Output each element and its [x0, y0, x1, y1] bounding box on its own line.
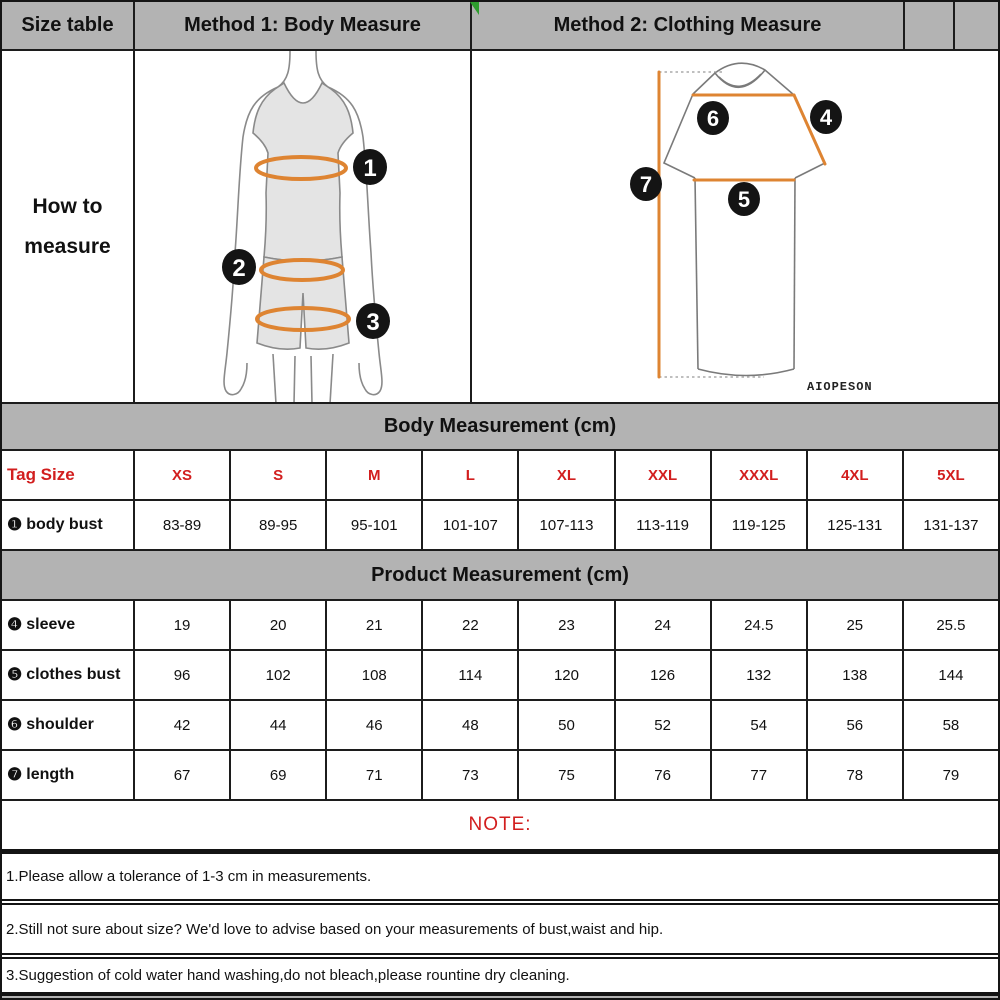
length-xl: 75	[517, 751, 613, 799]
sleeve-xs: 19	[133, 601, 229, 649]
circled-7-icon: ❼	[7, 765, 23, 784]
top-header-row	[2, 2, 998, 49]
shoulder-5xl: 58	[902, 701, 998, 749]
body-figure-icon	[135, 51, 470, 402]
body-bust-xl: 107-113	[517, 501, 613, 549]
size-col-l: L	[421, 451, 517, 499]
sleeve-4xl: 25	[806, 601, 902, 649]
shoulder-xxl: 52	[614, 701, 710, 749]
size-col-xs: XS	[133, 451, 229, 499]
body-bust-s: 89-95	[229, 501, 325, 549]
tag-size-row	[2, 449, 998, 499]
size-col-4xl: 4XL	[806, 451, 902, 499]
clothes-bust-xxxl: 132	[710, 651, 806, 699]
marker-1-label: 1	[363, 155, 377, 182]
clothes-bust-xl: 120	[517, 651, 613, 699]
circled-4-icon: ❹	[7, 615, 23, 634]
tag-size-header: Tag Size	[7, 465, 75, 484]
tank-top-shape	[253, 83, 353, 261]
body-bust-m: 95-101	[325, 501, 421, 549]
length-row	[2, 749, 998, 799]
body-measurement-title: Body Measurement (cm)	[2, 402, 998, 449]
sleeve-m: 21	[325, 601, 421, 649]
marker-6-label: 6	[706, 106, 720, 131]
length-m: 71	[325, 751, 421, 799]
length-label: ❼ length	[7, 765, 75, 784]
sleeve-s: 20	[229, 601, 325, 649]
circled-5-icon: ❺	[7, 665, 23, 684]
body-bust-5xl: 131-137	[902, 501, 998, 549]
length-s: 69	[229, 751, 325, 799]
size-col-5xl: 5XL	[902, 451, 998, 499]
header-empty-cell-1	[903, 2, 953, 49]
circled-6-icon: ❻	[7, 715, 23, 734]
tshirt-figure-icon	[472, 51, 1000, 402]
length-xs: 67	[133, 751, 229, 799]
note-item-2: 2.Still not sure about size? We'd love to advise based on your measurements of bust,waist and hip.	[2, 903, 998, 955]
clothes-bust-5xl: 144	[902, 651, 998, 699]
size-col-m: M	[325, 451, 421, 499]
clothes-bust-s: 102	[229, 651, 325, 699]
sleeve-xl: 23	[517, 601, 613, 649]
method2-title: Method 2: Clothing Measure	[470, 2, 903, 49]
sleeve-row	[2, 599, 998, 649]
body-bust-row	[2, 499, 998, 549]
diagram-row	[2, 49, 998, 402]
clothes-bust-m: 108	[325, 651, 421, 699]
size-col-xl: XL	[517, 451, 613, 499]
sleeve-5xl: 25.5	[902, 601, 998, 649]
size-col-s: S	[229, 451, 325, 499]
clothes-bust-xs: 96	[133, 651, 229, 699]
method1-title: Method 1: Body Measure	[133, 2, 470, 49]
length-5xl: 79	[902, 751, 998, 799]
sleeve-xxl: 24	[614, 601, 710, 649]
brand-text: AIOPESON	[807, 380, 873, 394]
shoulder-label: ❻ shoulder	[7, 715, 94, 734]
shoulder-xs: 42	[133, 701, 229, 749]
shoulder-xl: 50	[517, 701, 613, 749]
product-measurement-title: Product Measurement (cm)	[2, 549, 998, 599]
note-item-3: 3.Suggestion of cold water hand washing,do not bleach,please rountine dry cleaning.	[2, 957, 998, 994]
marker-7-label: 7	[639, 172, 653, 197]
body-bust-label: ❶ body bust	[7, 515, 103, 534]
shoulder-l: 48	[421, 701, 517, 749]
length-xxxl: 77	[710, 751, 806, 799]
shoulder-xxxl: 54	[710, 701, 806, 749]
body-bust-4xl: 125-131	[806, 501, 902, 549]
length-4xl: 78	[806, 751, 902, 799]
length-xxl: 76	[614, 751, 710, 799]
clothes-bust-label: ❺ clothes bust	[7, 665, 121, 684]
size-col-xxxl: XXXL	[710, 451, 806, 499]
clothes-bust-row	[2, 649, 998, 699]
shoulder-m: 46	[325, 701, 421, 749]
marker-4-label: 4	[819, 105, 833, 130]
body-bust-xxxl: 119-125	[710, 501, 806, 549]
body-bust-xxl: 113-119	[614, 501, 710, 549]
circled-1-icon: ❶	[7, 515, 23, 534]
marker-2-label: 2	[232, 255, 246, 282]
body-bust-l: 101-107	[421, 501, 517, 549]
clothes-bust-xxl: 126	[614, 651, 710, 699]
marker-3-label: 3	[366, 309, 380, 336]
clothes-bust-l: 114	[421, 651, 517, 699]
size-table-title: Size table	[21, 14, 114, 36]
shoulder-row	[2, 699, 998, 749]
sleeve-l: 22	[421, 601, 517, 649]
how-to-measure-label: How to measure	[24, 194, 111, 258]
shoulder-4xl: 56	[806, 701, 902, 749]
size-col-xxl: XXL	[614, 451, 710, 499]
body-bust-xs: 83-89	[133, 501, 229, 549]
clothing-measure-diagram	[470, 51, 1000, 402]
note-item-1: 1.Please allow a tolerance of 1-3 cm in measurements.	[2, 849, 998, 901]
shoulder-s: 44	[229, 701, 325, 749]
sleeve-xxxl: 24.5	[710, 601, 806, 649]
note-title: NOTE:	[2, 799, 998, 849]
bottom-gray-strip	[2, 994, 998, 998]
length-l: 73	[421, 751, 517, 799]
clothes-bust-4xl: 138	[806, 651, 902, 699]
shorts-shape	[257, 257, 349, 349]
sleeve-label: ❹ sleeve	[7, 615, 76, 634]
body-measure-diagram	[133, 51, 470, 402]
header-empty-cell-2	[953, 2, 998, 49]
marker-5-label: 5	[737, 187, 751, 212]
